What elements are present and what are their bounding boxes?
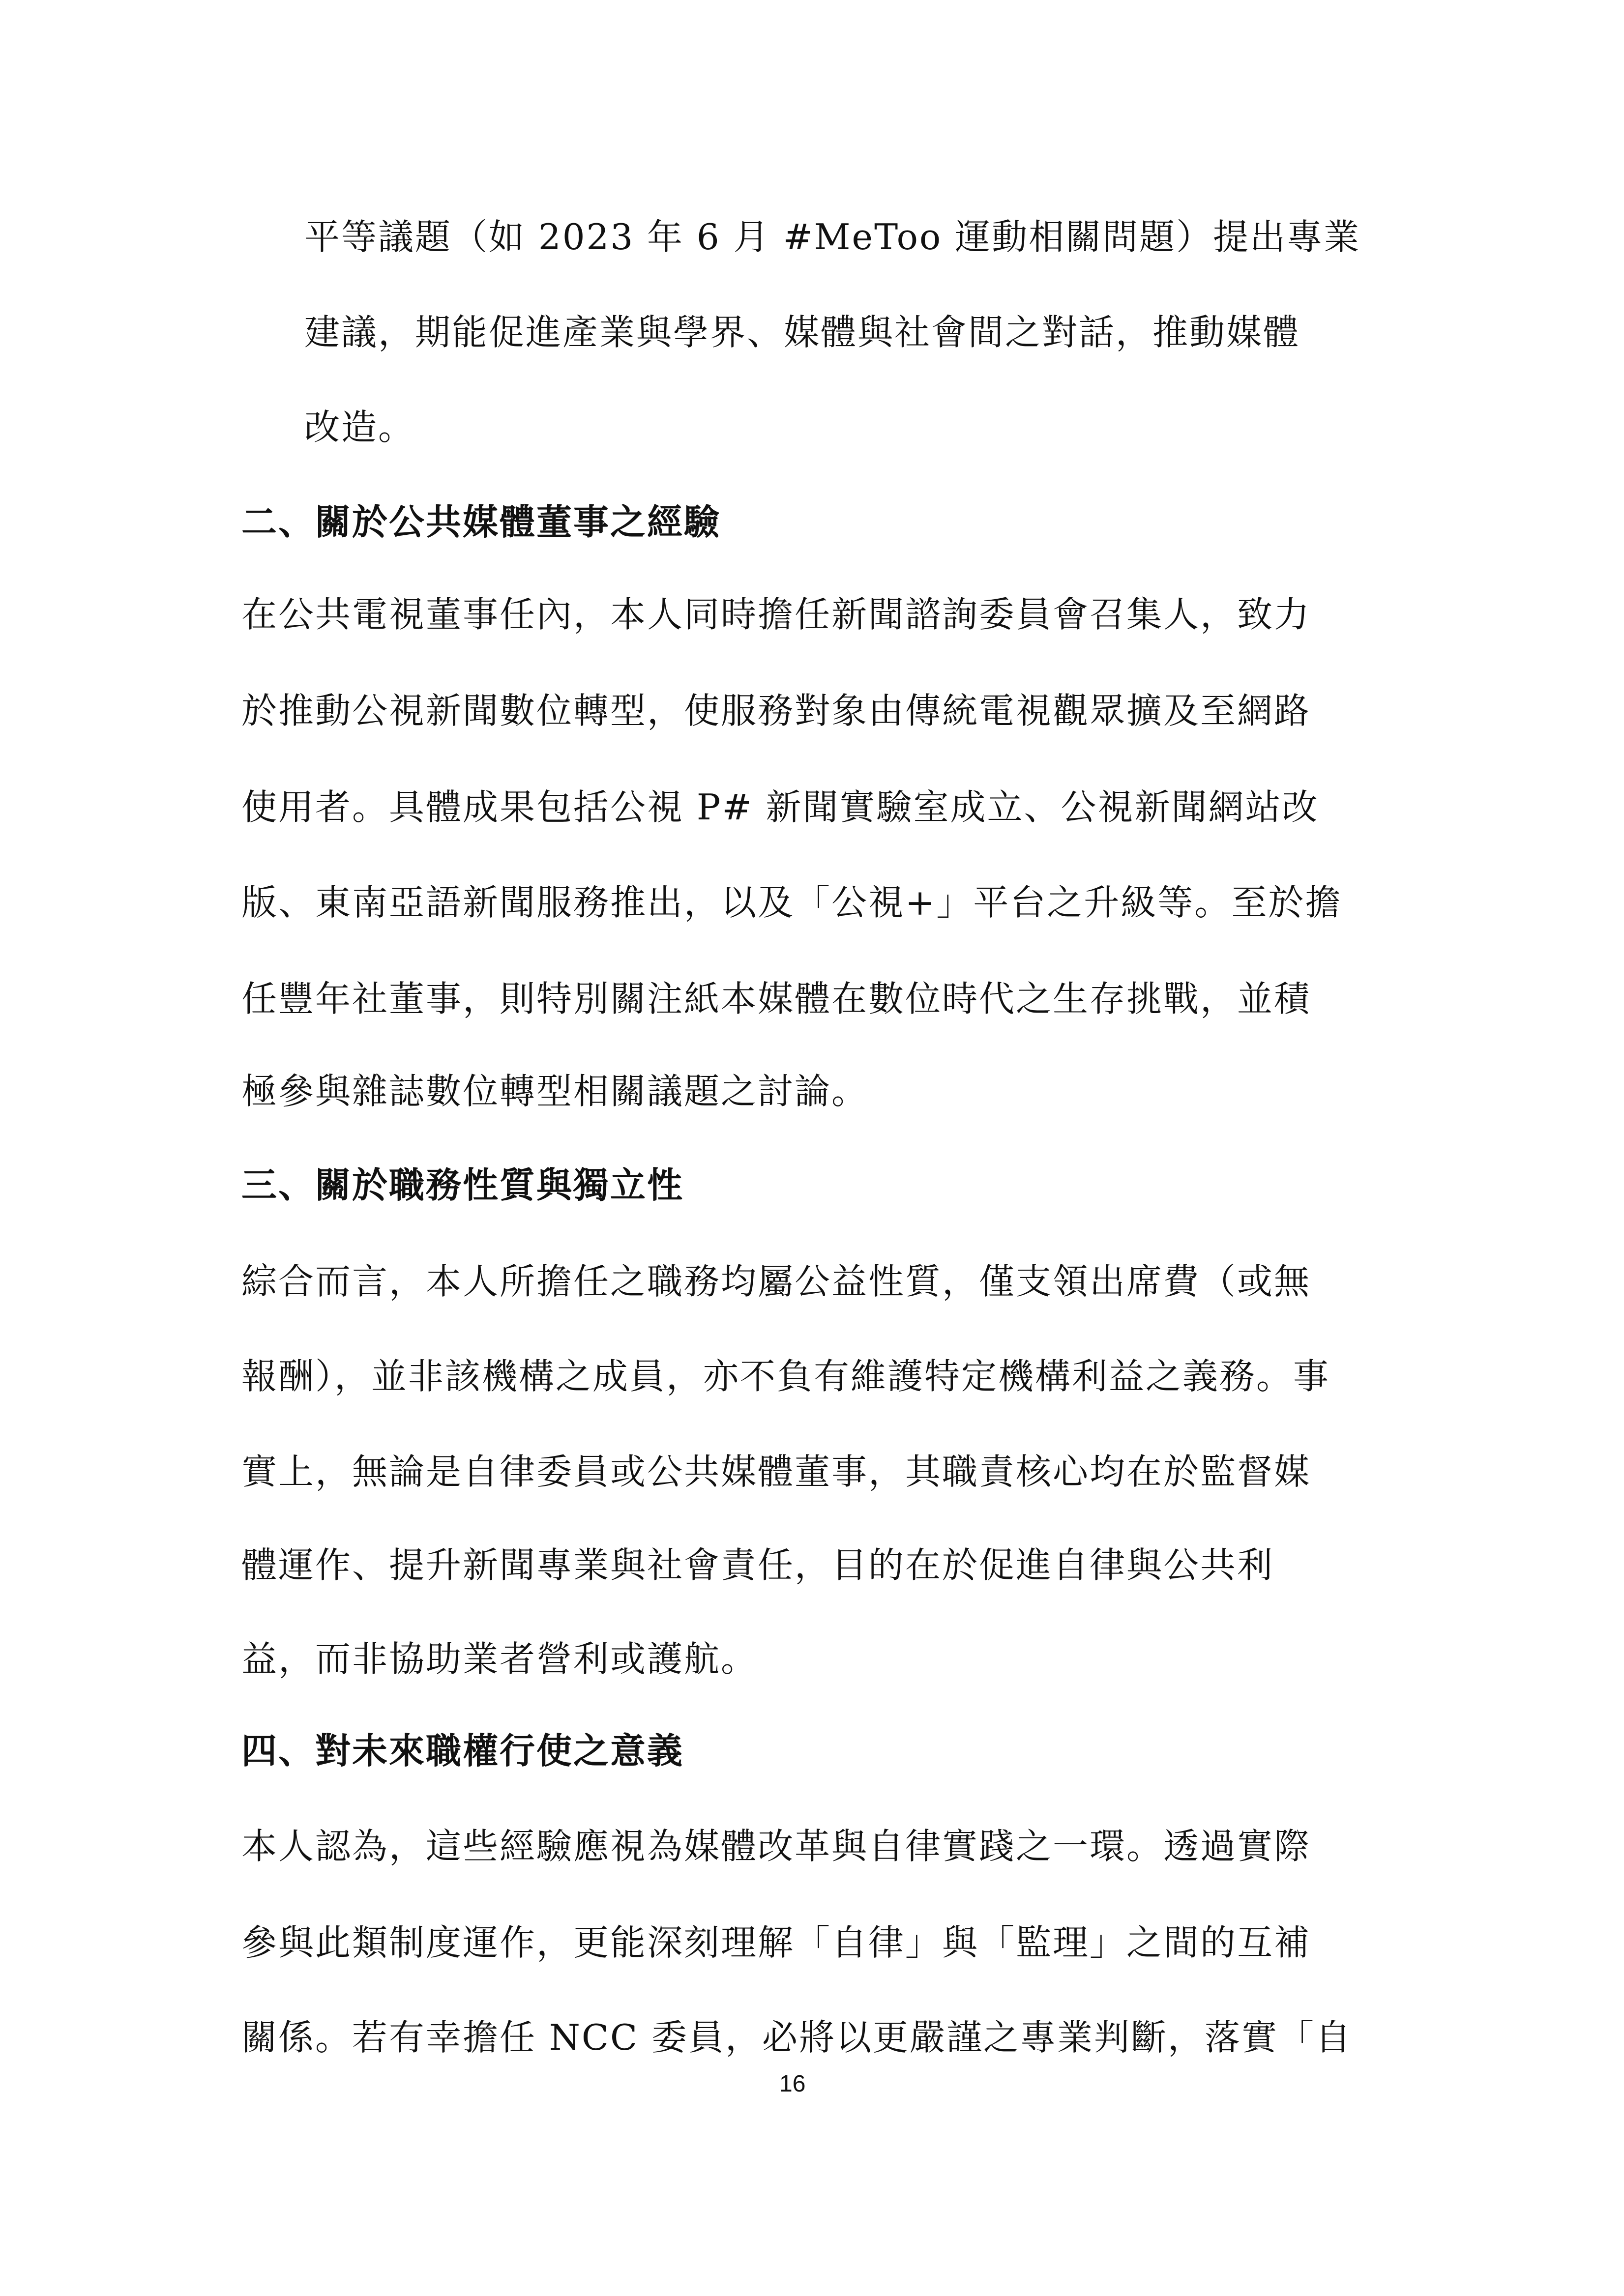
section-heading: 二、關於公共媒體董事之經驗 bbox=[241, 501, 721, 543]
body-line: 任豐年社董事，則特別關注紙本媒體在數位時代之生存挑戰，並積 bbox=[241, 978, 1311, 1019]
body-line: 體運作、提升新聞專業與社會責任，目的在於促進自律與公共利 bbox=[241, 1544, 1274, 1586]
body-line: 於推動公視新聞數位轉型，使服務對象由傳統電視觀眾擴及至網路 bbox=[241, 690, 1311, 731]
body-line: 使用者。具體成果包括公視 P# 新聞實驗室成立、公視新聞網站改 bbox=[241, 786, 1319, 828]
body-line: 在公共電視董事任內，本人同時擔任新聞諮詢委員會召集人，致力 bbox=[241, 594, 1311, 635]
body-line: 綜合而言，本人所擔任之職務均屬公益性質，僅支領出席費（或無 bbox=[241, 1261, 1311, 1302]
body-line: 本人認為，這些經驗應視為媒體改革與自律實踐之一環。透過實際 bbox=[241, 1826, 1311, 1867]
body-line: 實上，無論是自律委員或公共媒體董事，其職責核心均在於監督媒 bbox=[241, 1451, 1311, 1492]
body-line: 極參與雜誌數位轉型相關議題之討論。 bbox=[241, 1071, 869, 1112]
section-heading: 四、對未來職權行使之意義 bbox=[241, 1730, 684, 1772]
page-number: 16 bbox=[779, 2071, 806, 2097]
body-line: 參與此類制度運作，更能深刻理解「自律」與「監理」之間的互補 bbox=[241, 1922, 1311, 1963]
intro-line: 改造。 bbox=[304, 407, 415, 448]
intro-line: 建議，期能促進產業與學界、媒體與社會間之對話，推動媒體 bbox=[304, 312, 1300, 353]
body-line: 報酬），並非該機構之成員，亦不負有維護特定機構利益之義務。事 bbox=[241, 1356, 1330, 1397]
intro-line: 平等議題（如 2023 年 6 月 #MeToo 運動相關問題）提出專業 bbox=[304, 216, 1361, 258]
section-heading: 三、關於職務性質與獨立性 bbox=[241, 1164, 684, 1206]
body-line: 版、東南亞語新聞服務推出，以及「公視+」平台之升級等。至於擔 bbox=[241, 882, 1342, 923]
body-line: 關係。若有幸擔任 NCC 委員，必將以更嚴謹之專業判斷，落實「自 bbox=[241, 2017, 1352, 2058]
body-line: 益，而非協助業者營利或護航。 bbox=[241, 1638, 758, 1680]
